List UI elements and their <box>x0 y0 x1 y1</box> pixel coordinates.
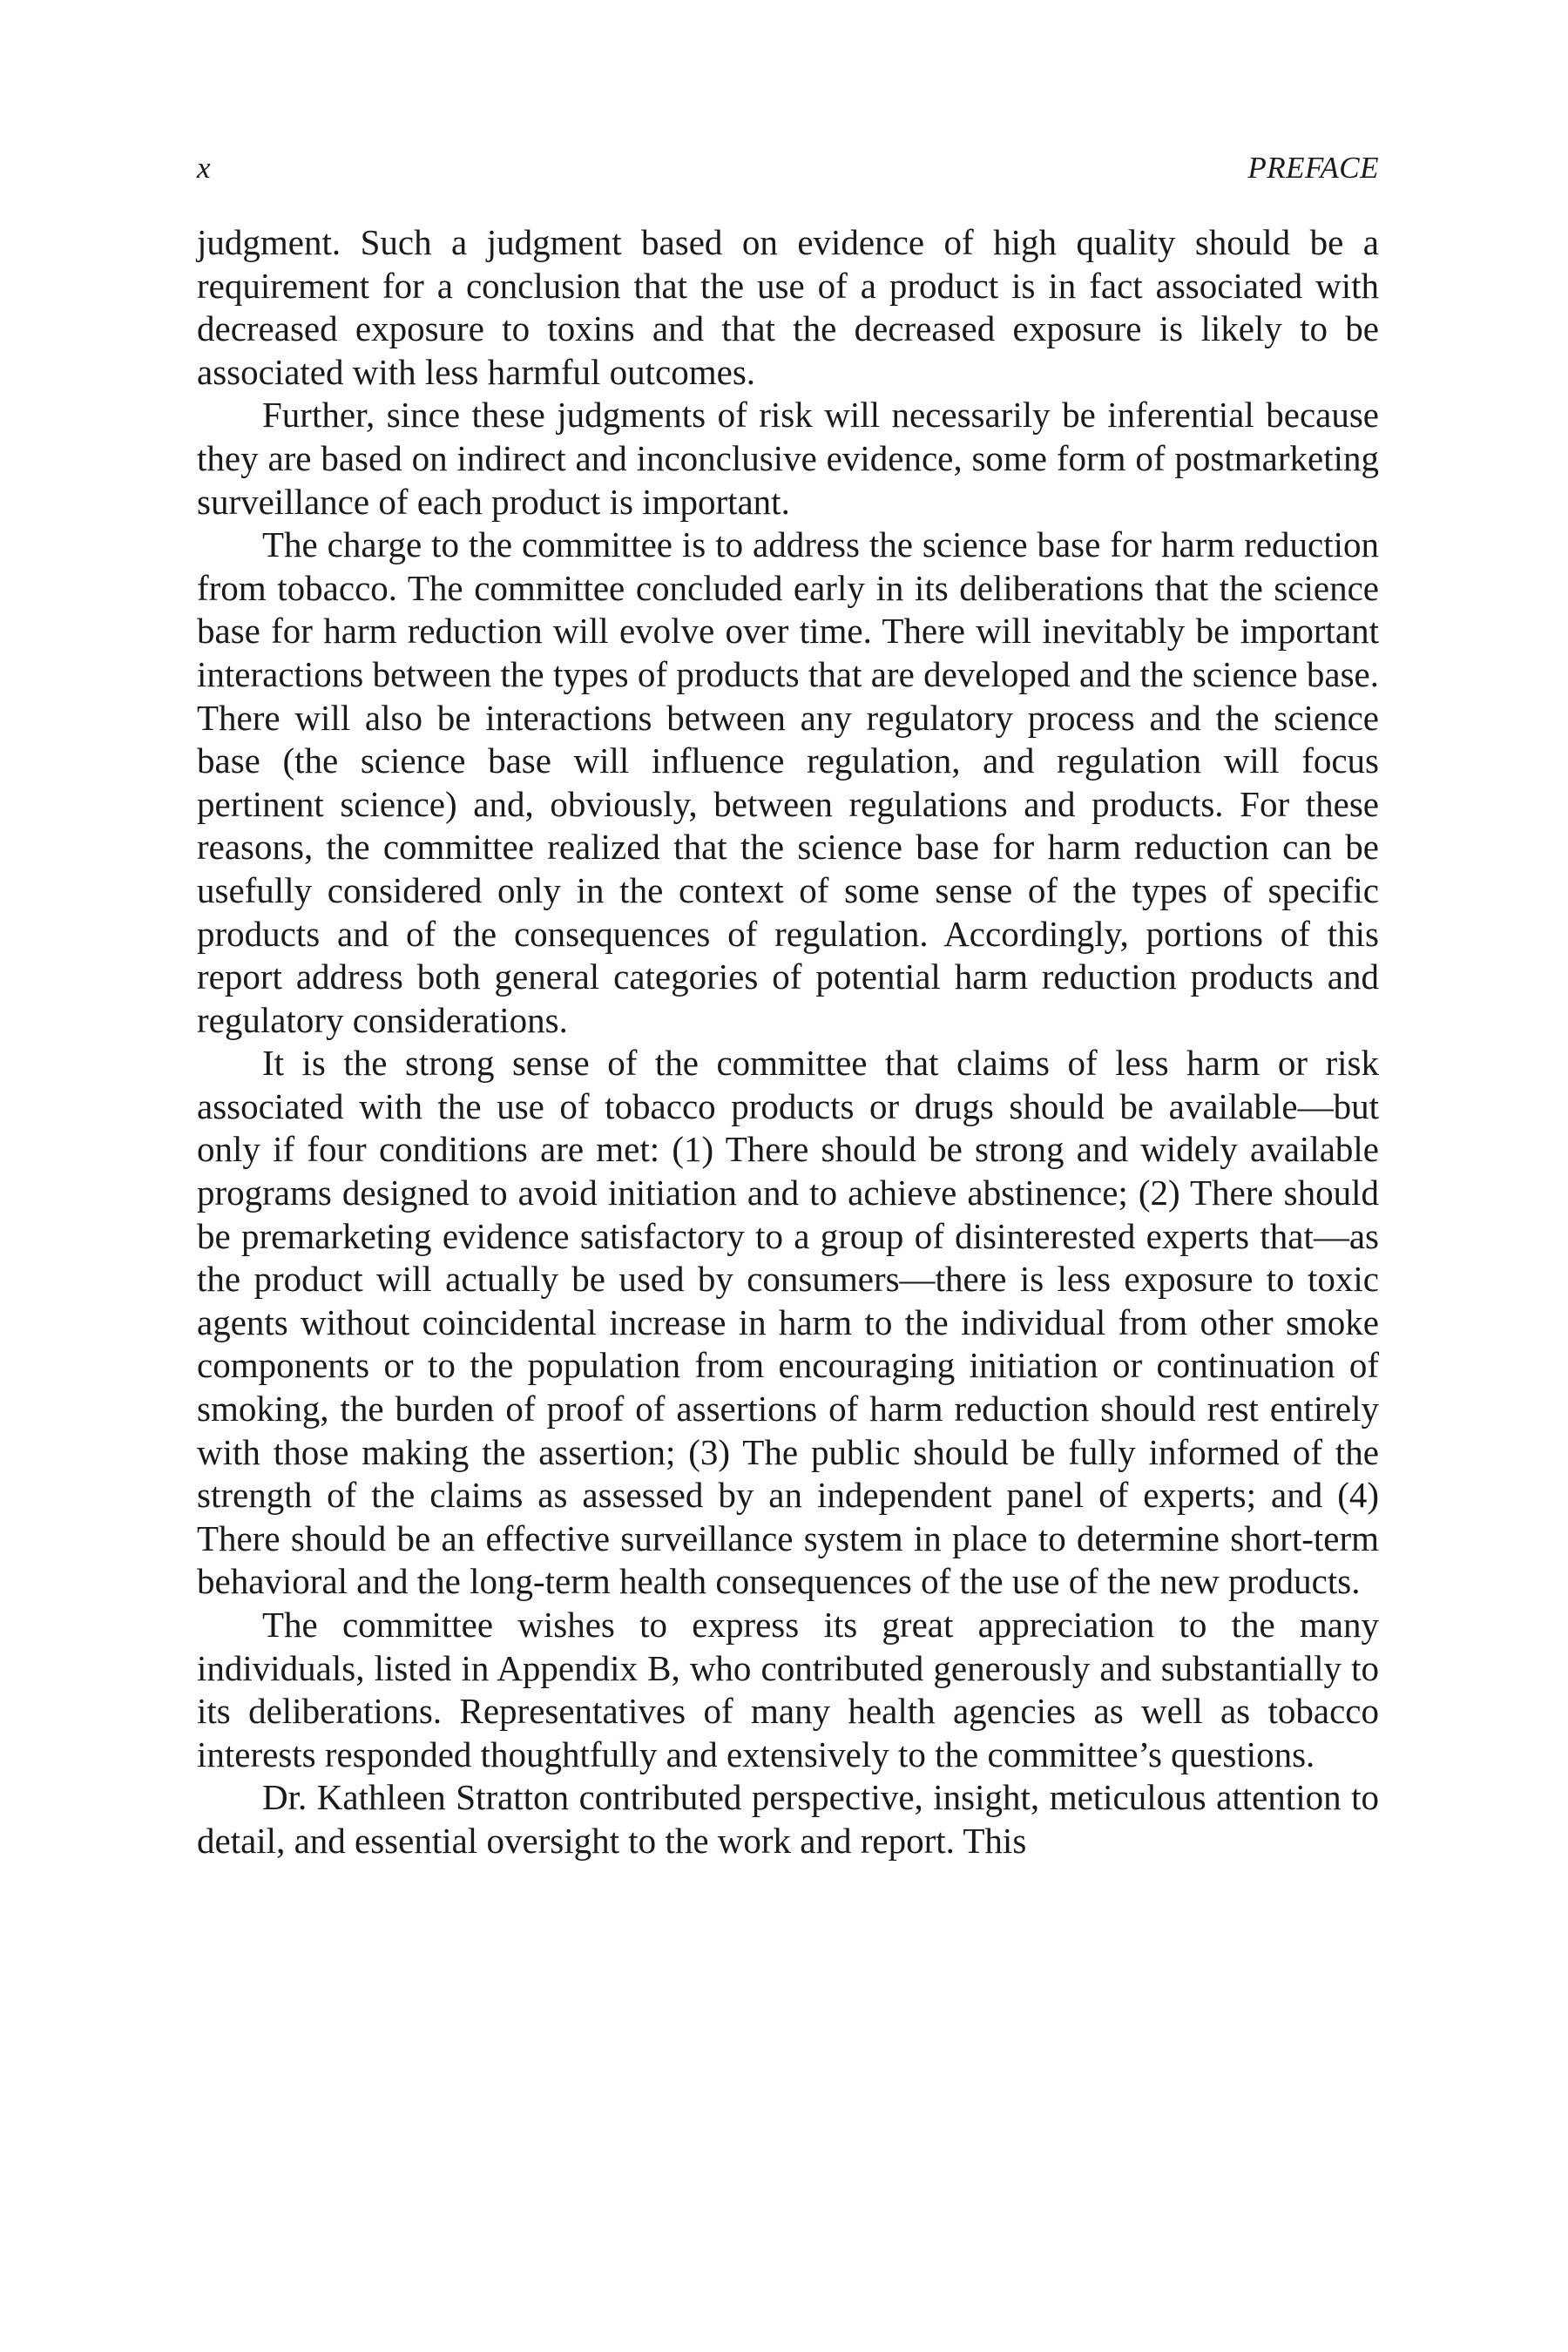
section-title: PREFACE <box>1247 151 1379 185</box>
running-head <box>197 145 1379 192</box>
paragraph-surveillance: Further, since these judgments of risk will necessarily be inferential because they are based on indirect and inconclusive evidence, some form of postmarketing surveillance of each product is important. <box>197 395 1379 522</box>
paragraph-appreciation: The committee wishes to express its great appreciation to the many individuals, listed in Appendix B, who contributed generously and substantially to its deliberations. Representatives of many health agencies as well as tobacco interests responded thoughtfully and extensively to the committee’s questions. <box>197 1605 1379 1774</box>
paragraph-committee-charge: The charge to the committee is to address the science base for harm reduction from tobacco. The committee concluded early in its deliberations that the science base for harm reduction will evolve over time. There will inevitably be important interactions between the types of products that are developed and the science base. There will also be interactions between any regulatory process and the science base (the science base will influence regulation, and regulation will focus pertinent science) and, obviously, between regulations and products. For these reasons, the committee realized that the science base for harm reduction can be usefully considered only in the context of some sense of the types of specific products and of the consequences of regulation. Accordingly, portions of this report address both general categories of potential harm reduction products and regulatory considerations. <box>197 524 1379 1040</box>
paragraph-acknowledgment: Dr. Kathleen Stratton contributed perspective, insight, meticulous attention to detail, and essential oversight to the work and report. This <box>197 1777 1379 1861</box>
page-number: x <box>197 151 211 185</box>
body-text <box>197 221 1379 1863</box>
paragraph-four-conditions: It is the strong sense of the committee that claims of less harm or risk associated with the use of tobacco products or drugs should be available—but only if four conditions are met: (1) There should be strong and widely available programs designed to avoid initiation and to achieve abstinence; (2) There should be premarketing evidence satisfactory to a group of disinterested experts that—as the product will actually be used by consumers—there is less exposure to toxic agents without coincidental increase in harm to the individual from other smoke components or to the population from encouraging initiation or continuation of smoking, the burden of proof of assertions of harm reduction should rest entirely with those making the assertion; (3) The public should be fully informed of the strength of the claims as assessed by an independent panel of experts; and (4) There should be an effective surveillance system in place to determine short-term behavioral and the long-term health consequences of the use of the new products. <box>197 1043 1379 1602</box>
paragraph-continued: judgment. Such a judgment based on evidence of high quality should be a requirement for a conclusion that the use of a product is in fact associated with decreased exposure to toxins and that the decreased exposure is likely to be associated with less harmful outcomes. <box>197 222 1379 392</box>
